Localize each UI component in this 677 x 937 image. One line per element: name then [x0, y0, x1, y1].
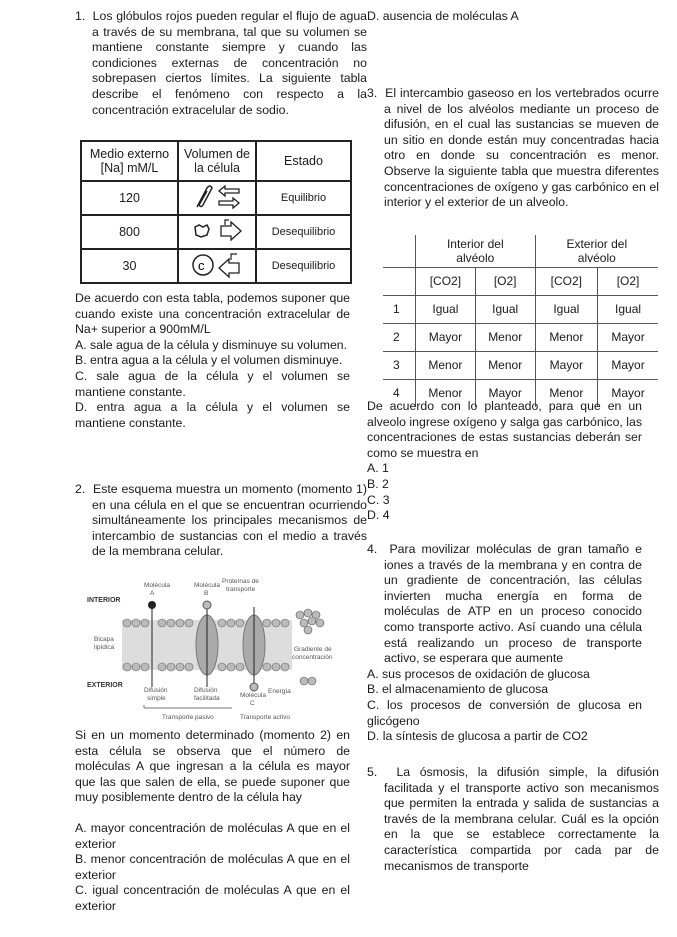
label: Molécula [194, 582, 221, 589]
question-4-intro [367, 542, 642, 667]
answer-option-d[interactable]: D. ausencia de moléculas A [367, 9, 519, 23]
label: facilitada [194, 695, 220, 702]
question-2-intro [75, 482, 367, 560]
sodium-table [80, 140, 352, 284]
table-row [81, 249, 351, 283]
cell: Mayor [598, 351, 658, 379]
subheader: [CO2] [535, 267, 597, 295]
cell: Igual [416, 295, 476, 323]
label: C [250, 700, 255, 707]
subheader: [O2] [475, 267, 535, 295]
row-number: 2 [383, 323, 416, 351]
question-text: Si en un momento determinado (momento 2) en esta célula se observa que el número de moléculas A que ingresan a la célula es mayor que las que salen de ella, se puede suponer que muy posiblemente dentro de la célula hay [75, 728, 350, 805]
shrunken-cell-arrow-out-icon [178, 215, 256, 249]
label: Gradiente de [294, 646, 332, 653]
question-1-body [75, 291, 350, 431]
header-medio-externo: Medio externo [Na] mM/L [81, 141, 178, 181]
label: lipídica [94, 644, 115, 651]
cell: Igual [535, 295, 597, 323]
label: Molécula [240, 692, 267, 699]
question-number: 5. [367, 765, 378, 779]
cell: Menor [475, 351, 535, 379]
answer-option-a[interactable]: A. sus procesos de oxidación de glucosa [367, 666, 590, 681]
concentration-value: 800 [81, 215, 178, 249]
state-value: Equilibrio [256, 181, 351, 215]
question-number: 1. [75, 9, 86, 23]
cell: Menor [535, 323, 597, 351]
question-number: 2. [75, 482, 86, 496]
header-exterior: Exterior del alvéolo [535, 235, 658, 267]
subheader: [CO2] [416, 267, 476, 295]
row-number: 3 [383, 351, 416, 379]
question-5-intro [367, 765, 659, 874]
empty-cell [383, 235, 416, 267]
answer-option-a[interactable]: A. sale agua de la célula y disminuye su volumen. [75, 337, 348, 352]
molecule-c [250, 683, 258, 691]
question-text: De acuerdo con esta tabla, podemos suponer que cuando existe una concentración extracelular de Na+ superior a 900mM/L [75, 291, 350, 337]
answer-option-d[interactable]: D. entra agua a la célula y el volumen se mantiene constante. [75, 400, 350, 430]
label: Energía [268, 688, 291, 695]
table-row [81, 215, 351, 249]
state-value: Desequilibrio [256, 215, 351, 249]
label: Molécula [144, 582, 171, 589]
header-interior: Interior del alvéolo [416, 235, 536, 267]
paperclip-equal-arrows-icon [178, 181, 256, 215]
answer-option-c[interactable]: C. igual concentración de moléculas A que en el exterior [75, 883, 350, 913]
question-number: 4. [367, 542, 378, 556]
exterior-label: EXTERIOR [87, 682, 123, 689]
label: Difusión [194, 687, 218, 694]
label: A [150, 590, 155, 597]
answer-option-b[interactable]: B. 2 [367, 476, 389, 491]
cell: Mayor [598, 379, 658, 407]
swollen-cell-arrow-in-icon [178, 249, 256, 283]
question-text: El intercambio gaseoso en los vertebrados ocurre a nivel de los alvéolos mediante un proceso de difusión, en el cual las sustancias se mueven de un sitio en donde están muy concentradas hacia otro en donde su concentración es menor. Observe la siguiente tabla que muestra diferentes concentraciones de oxígeno y gas carbónico en el interior y el exterior de un alveolo. [384, 86, 659, 210]
answer-option-d[interactable]: D. 4 [367, 508, 390, 523]
cell: Menor [416, 351, 476, 379]
answer-option-b[interactable]: B. menor concentración de moléculas A que en el exterior [75, 852, 350, 882]
question-4 [367, 542, 642, 745]
header-estado: Estado [256, 141, 351, 181]
label: simple [147, 695, 166, 702]
cell: Igual [475, 295, 535, 323]
label: Transporte activo [240, 714, 290, 721]
question-1-intro [75, 9, 367, 118]
answer-option-a[interactable]: A. 1 [367, 461, 389, 476]
table-row [383, 351, 658, 379]
question-text: De acuerdo con lo planteado, para que en un alveolo ingrese oxígeno y salga gas carbónico, las concentraciones de estas sustancias deberán ser como se muestra en [367, 399, 642, 460]
label: transporte [226, 586, 256, 593]
membrane-transport-diagram [82, 575, 357, 723]
table-row [383, 323, 658, 351]
concentration-value: 120 [81, 181, 178, 215]
answer-option-c[interactable]: C. los procesos de conversión de glucosa en glicógeno [367, 697, 642, 728]
subheader: [O2] [598, 267, 658, 295]
question-3-intro [367, 86, 659, 211]
cell: Mayor [416, 323, 476, 351]
empty-cell [383, 267, 416, 295]
cell: Igual [598, 295, 658, 323]
cell: Mayor [535, 351, 597, 379]
cell: Mayor [598, 323, 658, 351]
answer-option-c[interactable]: C. 3 [367, 492, 390, 507]
label: Proteínas de [222, 578, 259, 585]
answer-option-b[interactable]: B. entra agua a la célula y el volumen disminuye. [75, 353, 343, 368]
svg-text:c: c [198, 257, 205, 273]
label: B [204, 590, 209, 597]
cell: Menor [416, 379, 476, 407]
label: Bicapa [94, 636, 114, 643]
question-3-body [367, 399, 642, 524]
cell: Menor [475, 323, 535, 351]
row-number: 4 [393, 386, 400, 400]
interior-label: INTERIOR [87, 597, 121, 604]
question-text: La ósmosis, la difusión simple, la difusión facilitada y el transporte activo son mecanismos que permiten la entrada y salida de sustancias a través de la membrana celular. Cuál es la opción en la que se establece correctamente la característica compartida por cada par de mecanismos de transporte [384, 765, 659, 873]
state-value: Desequilibrio [256, 249, 351, 283]
answer-option-c[interactable]: C. sale agua de la célula y el volumen se mantiene constante. [75, 368, 350, 399]
header-volumen: Volumen de la célula [178, 141, 256, 181]
question-2-body [75, 728, 350, 915]
cell: Mayor [475, 379, 535, 407]
answer-option-b[interactable]: B. el almacenamiento de glucosa [367, 682, 549, 697]
row-number: 1 [383, 295, 416, 323]
label: Difusión [144, 687, 168, 694]
table-row [383, 295, 658, 323]
alveolus-table [383, 235, 658, 407]
molecule-a [148, 601, 156, 609]
answer-option-d[interactable]: D. la síntesis de glucosa a partir de CO2 [367, 729, 588, 744]
answer-option-a[interactable]: A. mayor concentración de moléculas A que en el exterior [75, 820, 350, 851]
cell: Menor [535, 379, 597, 407]
concentration-value: 30 [81, 249, 178, 283]
label: Transporte pasivo [162, 714, 214, 721]
question-text: Para movilizar moléculas de gran tamaño e iones a través de la membrana y en contra de un gradiente de concentración, las células invierten mucha energía en forma de moléculas de ATP en un proceso conocido como transporte activo. Así cuando una célula está realizando un proceso de transporte activo, se esperara que aumente [384, 542, 642, 666]
label: concentración [292, 654, 333, 661]
question-text: Este esquema muestra un momento (momento 1) en una célula en el que se encuentran ocurriendo simultáneamente los principales mecanismos de intercambio de sustancias con el medio a través de la membrana celular. [92, 482, 367, 559]
table-row [81, 181, 351, 215]
question-text: Los glóbulos rojos pueden regular el flujo de agua a través de su membrana, tal que su volumen se mantiene constante siempre y cuando las condiciones externas de concentración no sobrepasen ciertos límites. La siguiente tabla describe el fenómeno con respecto a la concentración extracelular de sodio. [92, 9, 368, 117]
question-number: 3. [367, 86, 378, 100]
molecule-b [203, 601, 211, 609]
